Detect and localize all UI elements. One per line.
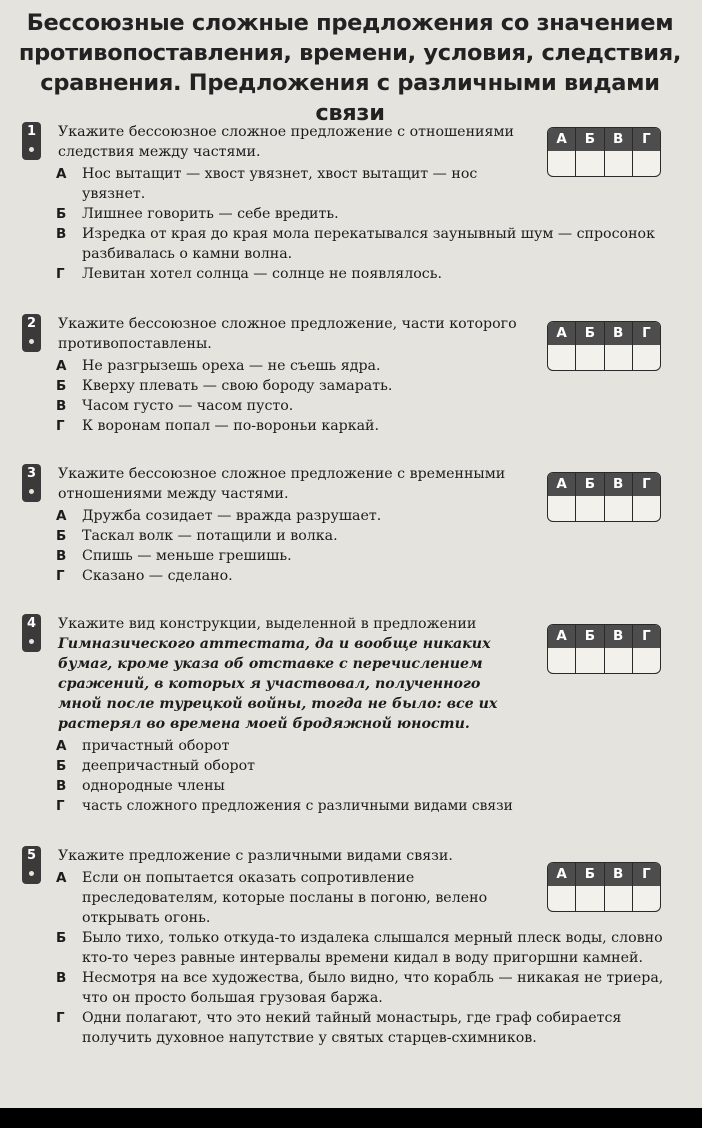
task-number-badge: 5 — [22, 846, 41, 884]
option-d[interactable]: Г К воронам попал — по-вороньи каркай. — [56, 418, 380, 434]
dot-icon — [29, 339, 34, 344]
highlighted-sentence: Гимназического аттестата, да и вообще никаких бумаг, кроме указа об отставке с перечислением сражений, в которых я участвовал, полученного мной после турецкой войны, тогда не было: все их растерял во времена моей бродяжной юности. — [58, 636, 498, 732]
option-c[interactable]: В Изредка от края до края мола перекатывался заунывный шум — спросонок разбивалась о камни волна. — [56, 226, 655, 262]
option-d[interactable]: Г Сказано — сделано. — [56, 568, 233, 584]
option-d[interactable]: Г Одни полагают, что это некий тайный монастырь, где граф собирается получить духовное напутствие у святых старцев-схимников. — [56, 1010, 622, 1046]
task-number-badge: 4 — [22, 614, 41, 652]
dot-icon — [29, 489, 34, 494]
option-c[interactable]: В Спишь — меньше грешишь. — [56, 548, 292, 564]
dot-icon — [29, 639, 34, 644]
option-c[interactable]: В однородные члены — [56, 778, 225, 794]
task-question: Укажите бессоюзное сложное предложение, части которого противопоставлены. — [58, 316, 517, 352]
option-a[interactable]: А причастный оборот — [56, 738, 230, 754]
option-b[interactable]: Б Лишнее говорить — себе вредить. — [56, 206, 339, 222]
answer-cell-b[interactable] — [576, 648, 604, 673]
option-a[interactable]: А Нос вытащит — хвост увязнет, хвост вытащит — нос увязнет. — [56, 166, 478, 202]
option-b[interactable]: Б деепричастный оборот — [56, 758, 255, 774]
answer-cell-d[interactable] — [633, 648, 660, 673]
answer-grid[interactable]: А Б В Г — [547, 321, 661, 371]
task-question: Укажите бессоюзное сложное предложение с временными отношениями между частями. — [58, 466, 506, 502]
answer-grid[interactable]: А Б В Г — [547, 624, 661, 674]
answer-grid[interactable]: А Б В Г — [547, 862, 661, 912]
option-b[interactable]: Б Таскал волк — потащили и волка. — [56, 528, 338, 544]
task-number-badge: 1 — [22, 122, 41, 160]
answer-cell-a[interactable] — [548, 648, 576, 673]
answer-grid[interactable]: А Б В Г — [547, 472, 661, 522]
task-question: Укажите предложение с различными видами связи. — [58, 848, 453, 864]
option-d[interactable]: Г Левитан хотел солнца — солнце не появлялось. — [56, 266, 442, 282]
option-c[interactable]: В Часом густо — часом пусто. — [56, 398, 294, 414]
option-b[interactable]: Б Кверху плевать — свою бороду замарать. — [56, 378, 393, 394]
answer-grid[interactable]: А Б В Г — [547, 127, 661, 177]
option-b[interactable]: Б Было тихо, только откуда-то издалека слышался мерный плеск воды, словно кто-то через равные интервалы времени кидал в воду пригоршни камней. — [56, 930, 663, 966]
page-title: Бессоюзные сложные предложения со значением противопоставления, времени, условия, следствия, сравнения. Предложения с различными видами связи — [18, 10, 682, 126]
option-c[interactable]: В Несмотря на все художества, было видно, что корабль — никакая не триера, что он просто большая грузовая баржа. — [56, 970, 664, 1006]
dot-icon — [29, 147, 34, 152]
option-a[interactable]: А Не разгрызешь ореха — не съешь ядра. — [56, 358, 381, 374]
task-number-badge: 3 — [22, 464, 41, 502]
option-a[interactable]: А Дружба созидает — вражда разрушает. — [56, 508, 382, 524]
answer-cell-c[interactable] — [605, 648, 633, 673]
task-number-badge: 2 — [22, 314, 41, 352]
option-a[interactable]: А Если он попытается оказать сопротивление преследователям, которые посланы в погоню, велено открывать огонь. — [56, 870, 488, 926]
task-question: Укажите вид конструкции, выделенной в предложении Гимназического аттестата, да и вообще никаких бумаг, кроме указа об отставке с перечислением сражений, в которых я участвовал, полученного мной после турецкой войны, тогда не было: все их растерял во времена моей бродяжной юности. — [58, 616, 498, 732]
task-question: Укажите бессоюзное сложное предложение с отношениями следствия между частями. — [58, 124, 514, 160]
option-d[interactable]: Г часть сложного предложения с различными видами связи — [56, 798, 513, 814]
